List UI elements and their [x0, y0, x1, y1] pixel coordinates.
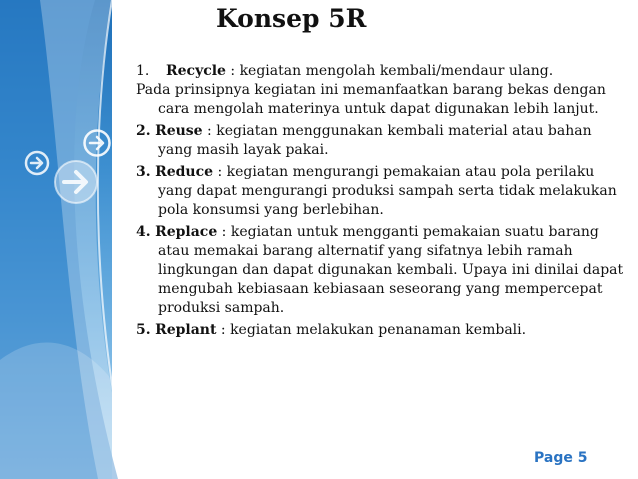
- arrow-right-icon: [24, 150, 50, 176]
- item-description: : kegiatan menggunakan kembali material atau bahan yang masih layak pakai.: [158, 123, 592, 158]
- page-number: Page 5: [534, 450, 588, 466]
- item-term: Recycle: [166, 63, 226, 79]
- list-item-replace: [136, 223, 624, 318]
- item-description: : kegiatan mengurangi pemakaian atau pola perilaku yang dapat mengurangi produksi sampah serta tidak melakukan pola konsumsi yang berlebihan.: [158, 164, 617, 218]
- list-item-recycle-detail: [136, 81, 624, 119]
- item-term: Replant: [155, 322, 217, 338]
- item-number: 5.: [136, 322, 151, 338]
- item-term: Reduce: [155, 164, 214, 180]
- item-number: 3.: [136, 164, 151, 180]
- list-item-reuse: [136, 122, 624, 160]
- list-item-recycle: [136, 62, 624, 81]
- panel-swoosh-decoration: [0, 0, 130, 479]
- item-term: Reuse: [155, 123, 203, 139]
- item-description: : kegiatan untuk mengganti pemakaian suatu barang atau memakai barang alternatif yang sifatnya lebih ramah lingkungan dan dapat digunakan kembali. Upaya ini dinilai dapat mengubah kebiasaan kebiasaan seseorang yang mempercepat produksi sampah.: [158, 224, 624, 316]
- item-number: 2.: [136, 123, 151, 139]
- list-item-reduce: [136, 163, 624, 220]
- item-number: 1.: [136, 63, 150, 79]
- item-term: Replace: [155, 224, 218, 240]
- arrow-right-icon: [82, 128, 112, 158]
- item-detail-text: Pada prinsipnya kegiatan ini memanfaatkan barang bekas dengan cara mengolah materinya untuk dapat digunakan lebih lanjut.: [136, 82, 606, 117]
- slide-title: Konsep 5R: [216, 4, 367, 33]
- item-description: : kegiatan melakukan penanaman kembali.: [216, 322, 527, 338]
- list-item-replant: [136, 321, 624, 340]
- item-number: 4.: [136, 224, 151, 240]
- arrow-right-icon: [52, 158, 100, 206]
- slide-content: [136, 62, 624, 343]
- item-description: : kegiatan mengolah kembali/mendaur ulang.: [225, 63, 554, 79]
